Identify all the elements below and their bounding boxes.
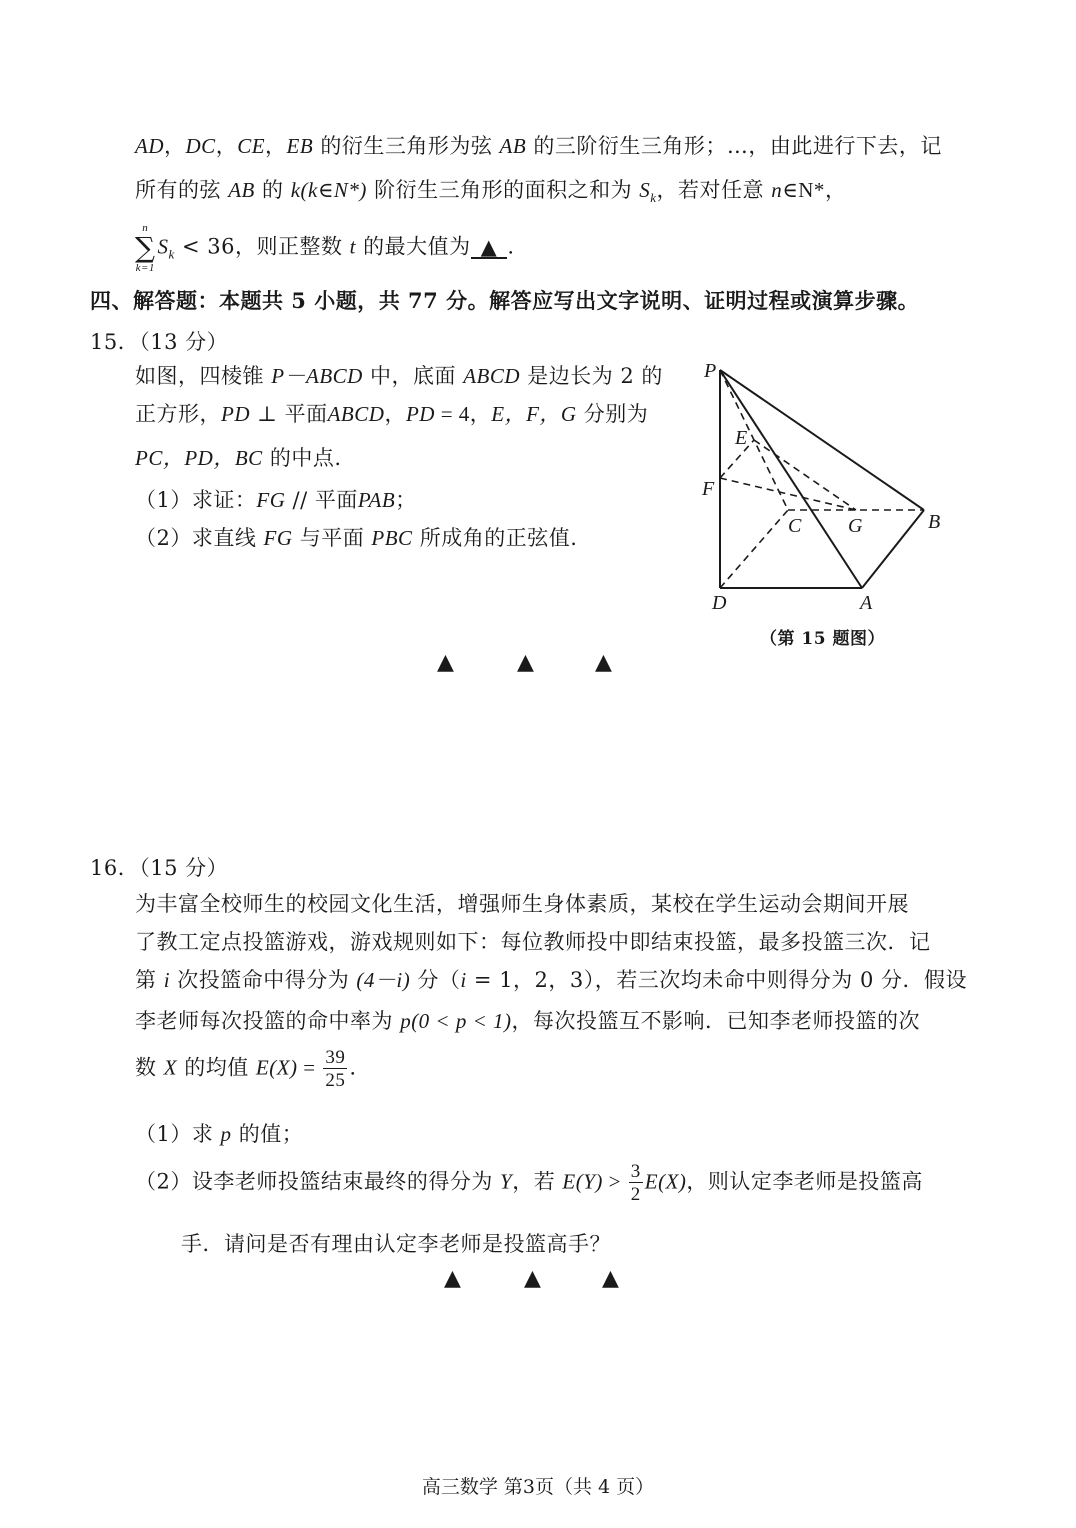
pyramid-figure — [690, 355, 970, 655]
math-n: n — [771, 178, 783, 202]
separator: ， — [215, 134, 238, 158]
question-number: 15． — [90, 330, 140, 354]
text: 如图，四棱锥 — [135, 364, 272, 388]
text: ； — [395, 488, 417, 512]
math-ab: AB — [228, 178, 255, 202]
q15-line-1 — [135, 360, 663, 390]
text: ，若 — [512, 1169, 563, 1194]
separator: ， — [265, 134, 287, 158]
separator: ， — [164, 134, 186, 158]
edge-ab — [862, 510, 924, 588]
math-i: i — [460, 968, 467, 992]
math-pabcd: P－ABCD — [271, 364, 363, 388]
answer-mark: ▲ — [437, 650, 454, 675]
text: 的均值 — [177, 1055, 256, 1080]
edge-dc — [720, 510, 788, 588]
q16-header — [90, 852, 228, 882]
q16-line-4 — [135, 1005, 920, 1035]
math-p: p — [400, 1009, 412, 1033]
text: < 36，则正整数 — [174, 234, 350, 259]
label-d: D — [712, 592, 727, 614]
text: 的最大值为 — [355, 234, 471, 259]
math-p-range: (0 < p < 1) — [411, 1009, 512, 1033]
text: 的衍生三角形为弦 — [313, 134, 500, 158]
q14-line-3 — [135, 222, 515, 274]
text: 的值； — [231, 1122, 304, 1146]
fraction-39-25 — [323, 1048, 347, 1090]
math-ex: E(X) — [644, 1169, 687, 1194]
answer-mark: ▲ — [602, 1266, 619, 1291]
text: （2）求直线 — [135, 526, 264, 550]
text: 的中点. — [262, 446, 342, 470]
text: ⊥ 平面 — [250, 402, 328, 426]
math-pd: PD — [405, 402, 435, 426]
q16-line-5 — [135, 1048, 357, 1090]
text: 是边长为 2 的 — [520, 364, 663, 388]
math-ad: AD — [135, 134, 164, 158]
math-y: Y — [500, 1169, 513, 1194]
answer-mark: ▲ — [517, 650, 534, 675]
page-footer: 高三数学 第3页（共 4 页） — [421, 1476, 655, 1498]
text: 的 — [254, 178, 291, 202]
text: = — [297, 1055, 322, 1080]
text: 分别为 — [576, 402, 649, 426]
text: ，若对任意 — [656, 178, 772, 202]
text: 与平面 — [292, 526, 372, 550]
math-x: X — [163, 1055, 178, 1080]
text: 李老师每次投篮的命中率为 — [135, 1009, 401, 1033]
math-fg: FG — [263, 526, 293, 550]
math-ab: AB — [499, 134, 527, 158]
label-p: P — [704, 360, 717, 382]
q14-line-2 — [135, 174, 846, 206]
sum-lower: k=1 — [135, 262, 155, 274]
text: 第 — [135, 968, 164, 992]
label-b: B — [928, 511, 941, 533]
label-f: F — [702, 478, 715, 500]
q16-part-2-line-2: 手．请问是否有理由认定李老师是投篮高手？ — [181, 1232, 611, 1256]
q16-part-2 — [135, 1162, 923, 1204]
q16-line-2: 了教工定点投篮游戏，游戏规则如下：每位教师投中即结束投篮，最多投篮三次．记 — [135, 930, 931, 954]
text: 阶衍生三角形的面积之和为 — [366, 178, 640, 202]
math-pbc: PBC — [371, 526, 413, 550]
label-e: E — [735, 427, 748, 449]
math-abcd: ABCD — [463, 364, 521, 388]
math-eb: EB — [286, 134, 314, 158]
math-p: p — [220, 1122, 232, 1146]
question-number: 16． — [90, 856, 140, 880]
math-pab: PAB — [357, 488, 396, 512]
q16-line-1: 为丰富全校师生的校园文化生活，增强师生身体素质，某校在学生运动会期间开展 — [135, 892, 909, 916]
math-t: t — [349, 234, 356, 259]
q15-header — [90, 326, 228, 356]
answer-blank: ▲ — [471, 237, 508, 259]
q15-line-3 — [135, 442, 342, 472]
math-s-sub: k — [650, 190, 657, 206]
math-score-expr: (4－i) — [356, 968, 411, 992]
math-s: S — [639, 178, 651, 202]
q15-part-2 — [135, 522, 577, 552]
math-points: PC，PD，BC — [135, 446, 263, 470]
math-fg: FG — [256, 488, 286, 512]
text: 中，底面 — [362, 364, 464, 388]
q15-part-1 — [135, 484, 417, 514]
text: = 4， — [434, 402, 492, 426]
text: （1）求证： — [135, 488, 257, 512]
math-pd: PD — [221, 402, 250, 426]
question-score: （15 分） — [139, 856, 229, 880]
text: 所成角的正弦值. — [412, 526, 578, 550]
text: // 平面 — [285, 488, 358, 512]
math-k-domain: (k∈N*) — [300, 178, 367, 202]
math-s: S — [157, 234, 169, 259]
q16-line-3 — [135, 964, 967, 994]
math-efg: E，F，G — [491, 402, 577, 426]
label-c: C — [788, 515, 802, 537]
text: 正方形， — [135, 402, 221, 426]
text: （2）设李老师投篮结束最终的得分为 — [135, 1169, 501, 1194]
text: ， — [384, 402, 406, 426]
text: （1）求 — [135, 1122, 221, 1146]
sum-upper: n — [142, 222, 149, 234]
text: ，每次投篮互不影响．已知李老师投篮的次 — [511, 1009, 921, 1033]
text: . — [507, 234, 515, 259]
math-s-sub: k — [168, 246, 175, 262]
numerator: 39 — [325, 1047, 346, 1068]
text: . — [349, 1055, 357, 1080]
label-g: G — [848, 515, 863, 537]
text: ， — [824, 178, 847, 202]
math-dc: DC — [185, 134, 216, 158]
denominator: 25 — [325, 1070, 346, 1091]
text: 的三阶衍生三角形；…，由此进行下去，记 — [526, 134, 942, 158]
q16-part-1 — [135, 1118, 303, 1148]
math-n-domain: ∈N* — [782, 178, 825, 202]
answer-mark: ▲ — [524, 1266, 541, 1291]
label-a: A — [860, 592, 873, 614]
summation — [135, 222, 156, 274]
text: > — [602, 1169, 627, 1194]
question-score: （13 分） — [139, 330, 229, 354]
math-i: i — [163, 968, 171, 992]
math-ex: E(X) — [255, 1055, 298, 1080]
math-ce: CE — [237, 134, 266, 158]
math-ey: E(Y) — [562, 1169, 603, 1194]
text: 分（ — [410, 968, 461, 992]
math-k: k — [290, 178, 301, 202]
q15-line-2 — [135, 398, 648, 428]
text: = 1，2，3），若三次均未命中则得分为 0 分．假设 — [466, 968, 967, 992]
q14-line-1 — [135, 130, 942, 160]
edge-pb — [720, 370, 924, 510]
text: ，则认定李老师是投篮高 — [686, 1169, 923, 1194]
fraction-3-2 — [629, 1162, 643, 1204]
edge-pa — [720, 370, 862, 588]
sum-symbol: ∑ — [135, 231, 156, 264]
math-abcd: ABCD — [327, 402, 385, 426]
figure-caption: （第 15 题图） — [760, 629, 885, 649]
numerator: 3 — [630, 1161, 641, 1182]
answer-mark: ▲ — [444, 1266, 461, 1291]
text: 数 — [135, 1055, 164, 1080]
section-heading: 四、解答题：本题共 5 小题，共 77 分。解答应写出文字说明、证明过程或演算步骤。 — [90, 288, 920, 313]
denominator: 2 — [630, 1184, 641, 1205]
segment-fg — [720, 478, 856, 510]
answer-mark: ▲ — [595, 650, 612, 675]
text: 所有的弦 — [135, 178, 229, 202]
text: 次投篮命中得分为 — [170, 968, 357, 992]
